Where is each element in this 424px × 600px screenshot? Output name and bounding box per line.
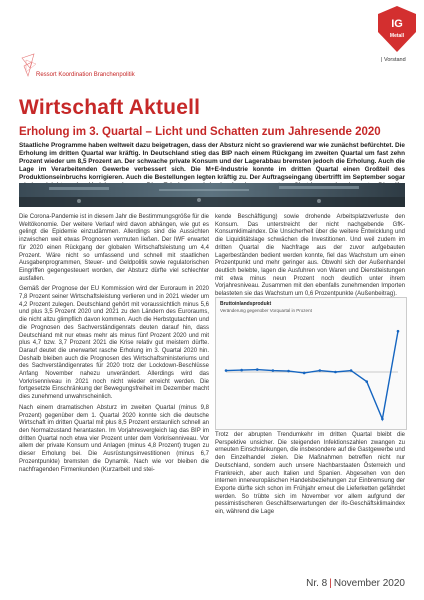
masthead-title: Wirtschaft Aktuell [19,96,201,119]
gdp-chart [215,297,407,430]
right-column-bottom [215,432,405,520]
paragraph: Trotz der abrupten Trendumkehr im dritten Quartal bleibt die Perspektive unsicher. Die steigenden Infektionszahlen zwangen zu erneuten Einschränkungen, die insbesondere auf die Gastgewerbe und den Einzelhandel zielen. Die Maßnahmen betreffen nicht nur Deutschland, sondern auch unsere Nachbarstaaten Österreich und Frankreich, aber auch Italien und Spanien. Abgesehen von den internen innereuropäischen Handelsbeziehungen zur Einbremsung der Exporte dürfte sich schon im Frühjahr erneut die Lieferketten gefährdet werden. So trübte sich im November vor allem aufgrund der pessimistischeren Geschäftserwartungen der ifo-Geschäftsklimaindex ein, während die Lage [215,432,405,516]
data-point [397,330,400,333]
issue-number: Nr. 8 [306,578,328,589]
ig-metall-logo [378,6,416,52]
svg-text:IG: IG [391,18,403,30]
data-point [334,371,337,374]
data-point [319,369,322,372]
svg-text:Metall: Metall [389,33,405,39]
data-point [365,380,368,383]
data-point [256,368,259,371]
article-lead: Staatliche Programme haben weltweit dazu beigetragen, dass der Absturz nicht so gravierend war wie zunächst befürchtet. Die Erholung im dritten Quartal war kräftig. In Deutschland stieg das BIP nach einem Rückgang im zweiten Quartal um fast zehn Prozent wieder um 8,5 Prozent an. Der schwache private Konsum und der Lagerabbau bremsten jedoch die Erholung. Auch die Lage im Verarbeitenden Gewerbe verbessert sich. Die M+E-Industrie konnte im dritten Quartal einen Großteil des Produktionseinbruchs korrigieren. Auch die Bestellungen legten kräftig zu. Der Auftragseingang übertrifft im September sogar [19,142,405,182]
chart-title: Bruttoinlandsprodukt [220,301,272,307]
factory-photo [19,183,405,207]
data-point [303,372,306,375]
data-point [287,370,290,373]
data-point [225,369,228,372]
paragraph: kende Beschäftigung) sowie drohende Arbeitsplatzverluste den Konsum. Das unterstreicht der nicht nachgebende GfK-Konsumklimaindex. Die Unsicherheit über die weitere Entwicklung und die Liquiditätslage schwächen die Investitionen. Und weil zudem im dritten Quartal die Nachfrage aus der zuvor aufgebauten Lagerbeständen bedient werden konnte, fiel das Wachstum um einen Prozentpunkt und mehr geringer aus. Obwohl sich der Außenhandel deutlich belebte, lagen die Ausfuhren von Waren und Dienstleistungen mit etwa minus neun Prozent noch deutlich unter ihrem Vorjahresniveau. Zusammen mit den ebenfalls zunehmenden Importen belasteten sie das Wachstum um 0,6 Prozentpunkte (Außenbeitrag). [215,214,405,298]
left-column [19,214,209,477]
paragraph: Gemäß der Prognose der EU Kommission wird der Euroraum in 2020 7,8 Prozent seiner Wirtschaftsleistung verlieren und in 2021 wieder um 4,2 Prozent zulegen. Deutschland gehört mit voraussichtlich minus 5,6 und plus 3,5 Prozent 2020 und 2021 zu den Ländern des Euroraums, die nicht allzu glimpflich davon kommen. Auch die Herbstgutachten und die Prognosen des Sachverständigenrats deuten darauf hin, dass Deutschland mit nur etwas mehr als minus fünf Prozent 2020 und mit plus 4,7 bzw. 3,7 Prozent 2021 die Krise relativ gut meistern dürfte. Darauf deutet die unerwartet rasche Erholung im 3. Quartal 2020 hin. Deshalb bleiben auch die Prognosen des Wirtschaftsministeriums und des Sachverständigenrates für 2020 trotz der Lockdown-Beschlüsse Anfang November nahezu unverändert. Allerdings wird das Vorkrisenniveau in 2021 noch nicht wieder erreicht werden. Die fortgesetzte Einschränkung der Bewegungsfreiheit im Dezember macht dies zunehmend unwahrscheinlich. [19,286,209,401]
issue-date: November 2020 [333,578,405,589]
series-line-bip [226,331,398,419]
ressort-label: Ressort Koordination Branchenpolitik [36,72,135,78]
data-point [350,369,353,372]
data-point [381,418,384,421]
issue-footer: Nr. 8 | November 2020 [306,578,405,589]
right-column-top [215,214,405,302]
data-point [240,369,243,372]
paragraph: Nach einem dramatischen Absturz im zweiten Quartal (minus 9,8 Prozent) gegenüber dem 1. Quartal 2020 konnte sich die deutsche Wirtschaft im dritten Quartal mit plus 8,5 Prozent erstaunlich schnell an den Normalzustand herantasten. Im Vorjahresvergleich lag das BIP im dritten Quartal noch etwa vier Prozent unter dem Vorkrisenniveau. Vor allem der private Konsum und Anlagen (minus 4,8 Prozent) trugen zu dieser Erholung bei. Die Ausrüstungsinvestitionen (minus 6,7 Prozentpunkte) bremsten die Dynamik. Nach wie vor bleiben die nachfragenden Firmenkunden (Kurzarbeit und stei- [19,404,209,473]
chart-plot [216,316,406,426]
data-point [272,369,275,372]
paragraph: Die Corona-Pandemie ist in diesem Jahr die Bestimmungsgröße für die Weltökonomie. Der weitere Verlauf wird davon abhängen, wie gut es gelingt die Epidemie einzudämmen. Allerdings sind die Aussichten inzwischen weit etwas Prognosen vermuten ließen. Der IWF erwartet für 2020 einen Rückgang der globalen Wirtschaftsleistung um 4,4 Prozent. Wäre nicht so umfassend und schnell mit staatlichen Ausgabenprogrammen, Steuer- und Geldpolitik sowie regulatorischen Eingriffen gegengesteuert worden, der Absturz dürfte viel schlechter ausfallen. [19,214,209,282]
article-headline: Erholung im 3. Quartal – Licht und Schatten zum Jahresende 2020 [19,126,381,138]
chart-subtitle: Veränderung gegenüber Vorquartal in Prozent [220,308,312,313]
vorstand-label: | Vorstand [381,57,406,63]
